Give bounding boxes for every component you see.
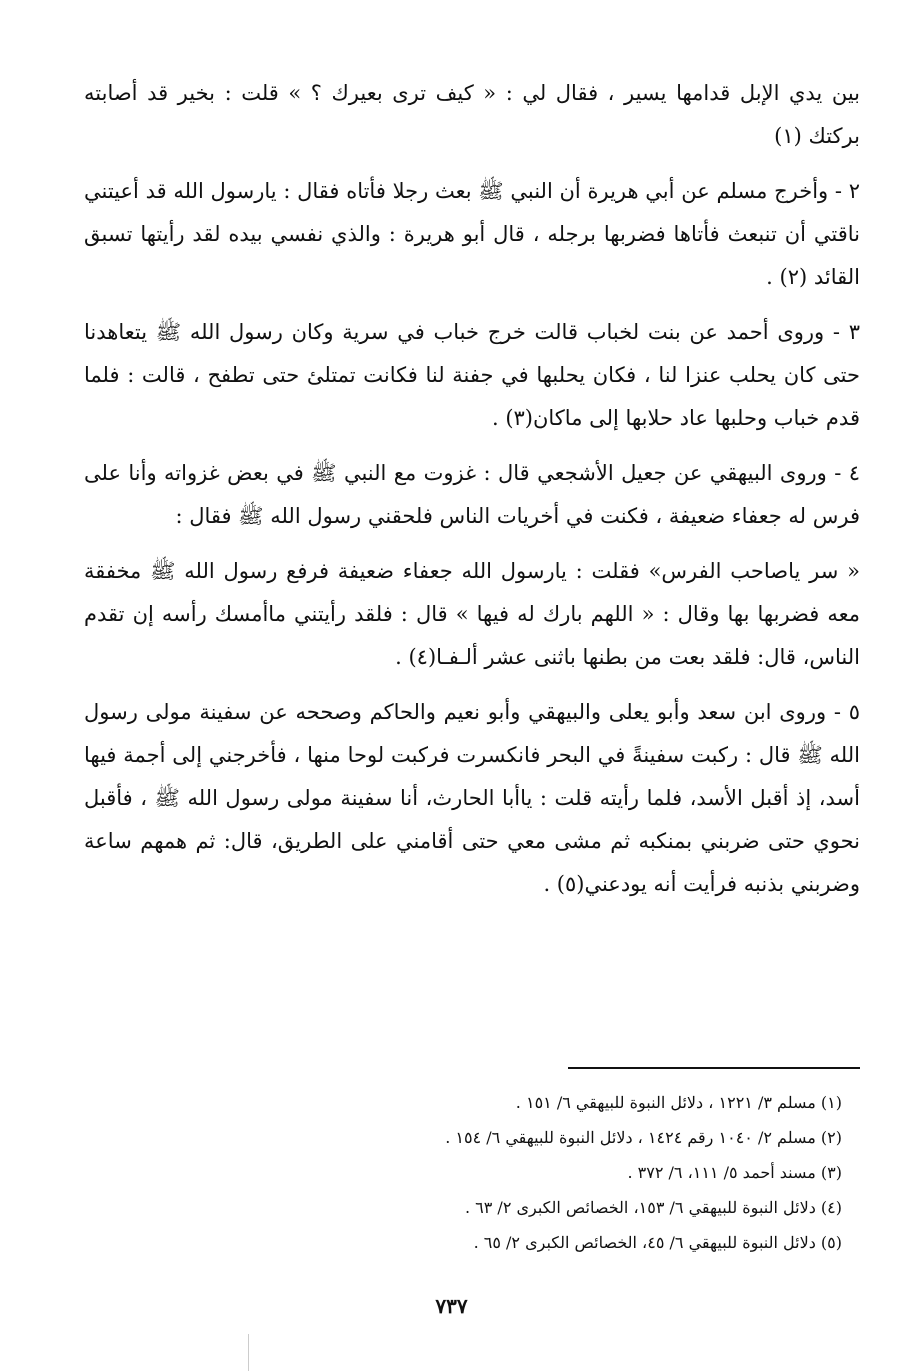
paragraph-hadith-3: ٣ - وروى أحمد عن بنت لخباب قالت خرج خباب في سرية وكان رسول الله ﷺ يتعاهدنا حتى كان يحلب عنزا لنا ، فكان يحلبها في جفنة لنا فكانت تمتلئ حتى تطفح ، قالت : فلما قدم خباب وحلبها عاد حلابها إلى ماكان(٣) . <box>84 320 860 430</box>
scan-margin-line <box>248 1334 249 1371</box>
footnote-2: (٢) مسلم ٢/ ١٠٤٠ رقم ١٤٢٤ ، دلائل النبوة للبيهقي ٦/ ١٥٤ . <box>445 1128 842 1147</box>
footnote-3: (٣) مسند أحمد ٥/ ١١١، ٦/ ٣٧٢ . <box>627 1163 842 1182</box>
footnote-1: (١) مسلم ٣/ ١٢٢١ ، دلائل النبوة للبيهقي ٦/ ١٥١ . <box>515 1093 842 1112</box>
paragraph-hadith-4: ٤ - وروى البيهقي عن جعيل الأشجعي قال : غزوت مع النبي ﷺ في بعض غزواته وأنا على فرس له جعفاء ضعيفة ، فكنت في أخريات الناس فلحقني رسول الله ﷺ فقال : <box>84 461 860 528</box>
paragraph-hadith-2: ٢ - وأخرج مسلم عن أبي هريرة أن النبي ﷺ بعث رجلا فأتاه فقال : يارسول الله قد أعيتني ناقتي أن تنبعث فأتاها فضربها برجله ، قال أبو هريرة : والذي نفسي بيده لقد رأيتها تسبق القائد (٢) . <box>84 179 860 289</box>
paragraph-hadith-5: ٥ - وروى ابن سعد وأبو يعلى والبيهقي وأبو نعيم والحاكم وصححه عن سفينة مولى رسول الله ﷺ قال : ركبت سفينةً في البحر فانكسرت فركبت لوحا منها ، فأخرجني إلى أجمة فيها أسد، إذ أقبل الأسد، فلما رأيته قلت : ياأبا الحارث، أنا سفينة مولى رسول الله ﷺ ، فأقبل نحوي حتى ضربني بمنكبه ثم مشى معي حتى أقامني على الطريق، قال: ثم همهم ساعة وضربني بذنبه فرأيت أنه يودعني(٥) . <box>84 700 860 896</box>
paragraph-hadith-4-continued: « سر ياصاحب الفرس» فقلت : يارسول الله جعفاء ضعيفة فرفع رسول الله ﷺ مخفقة معه فضربها بها وقال : « اللهم بارك له فيها » قال : فلقد رأيتني ماأمسك رأسه إن تقدم الناس، قال: فلقد بعت من بطنها باثنى عشر ألـفـا(٤) . <box>84 559 860 669</box>
footnote-5: (٥) دلائل النبوة للبيهقي ٦/ ٤٥، الخصائص الكبرى ٢/ ٦٥ . <box>473 1233 842 1252</box>
page-number: ٧٣٧ <box>435 1294 468 1318</box>
footnotes <box>84 1085 842 1260</box>
main-text <box>84 72 860 918</box>
footnote-4: (٤) دلائل النبوة للبيهقي ٦/ ١٥٣، الخصائص الكبرى ٢/ ٦٣ . <box>464 1198 842 1217</box>
paragraph-continuation: بين يدي الإبل قدامها يسير ، فقال لي : « كيف ترى بعيرك ؟ » قلت : بخير قد أصابته بركتك (١) <box>84 81 860 148</box>
footnote-separator <box>568 1067 860 1069</box>
